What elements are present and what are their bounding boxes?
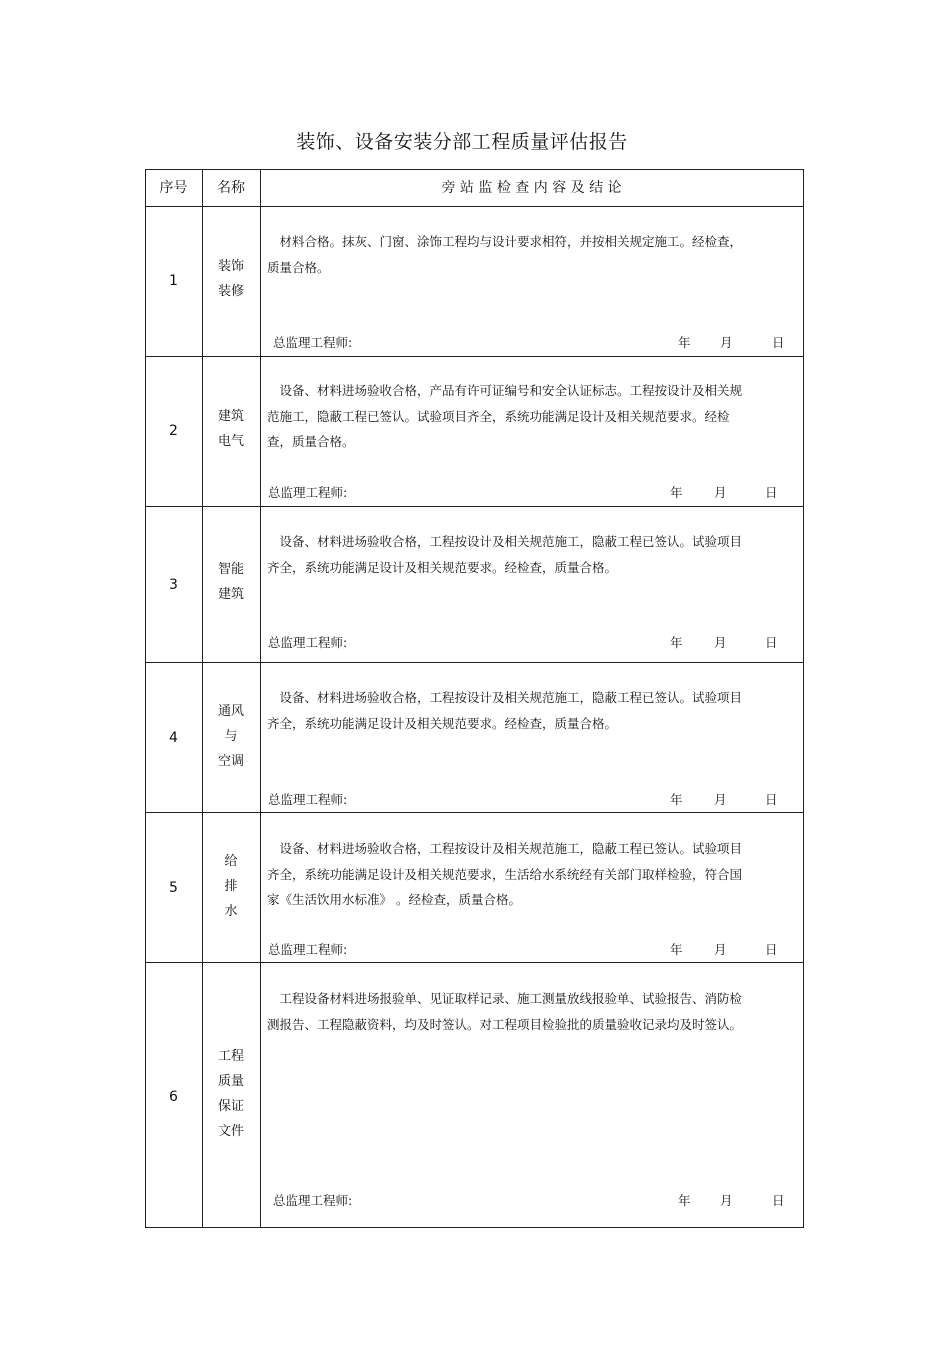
row-number: 6 (169, 1089, 178, 1105)
row-name-line: 装饰 (217, 259, 244, 274)
date-day: 日 (765, 635, 778, 650)
header-col-name: 名称 (217, 180, 245, 196)
row-name-line: 电气 (217, 434, 244, 449)
signature-label: 总监理工程师: (268, 635, 348, 650)
date-year: 年 (670, 792, 683, 807)
date-year: 年 (678, 335, 691, 350)
row-name (202, 557, 260, 607)
row-name-line: 建筑 (217, 587, 244, 602)
row-number: 4 (169, 730, 178, 746)
row-content (267, 986, 752, 1037)
row-name-line: 与 (224, 729, 238, 744)
row-number: 1 (169, 273, 178, 289)
row-name (202, 849, 260, 924)
row-name-line: 质量 (217, 1074, 244, 1089)
date-day: 日 (772, 1193, 785, 1208)
row-divider (145, 812, 804, 813)
row-name-line: 智能 (217, 562, 244, 577)
row-content (267, 836, 752, 913)
table-border-left (145, 169, 146, 1228)
row-content (267, 229, 752, 280)
signature-label: 总监理工程师: (268, 942, 348, 957)
signature-label: 总监理工程师: (268, 792, 348, 807)
row-name (202, 1044, 260, 1144)
row-content (267, 529, 752, 580)
row-content-text: 设备、材料进场验收合格，工程按设计及相关规范施工，隐蔽工程已签认。试验项目齐全，系统功能满足设计及相关规范要求。经检查，质量合格。 (267, 534, 743, 575)
date-year: 年 (670, 485, 683, 500)
row-name-line: 空调 (217, 754, 244, 769)
row-content-text: 设备、材料进场验收合格，工程按设计及相关规范施工，隐蔽工程已签认。试验项目齐全，系统功能满足设计及相关规范要求，生活给水系统经有关部门取样检验，符合国家《生活饮用水标准》 。经检查，质量合格。 (267, 841, 743, 907)
row-divider (145, 662, 804, 663)
date-month: 月 (720, 335, 733, 350)
row-content (267, 685, 752, 736)
row-number: 5 (169, 880, 178, 896)
row-divider (145, 206, 804, 207)
row-content-text: 设备、材料进场验收合格，产品有许可证编号和安全认证标志。工程按设计及相关规范施工，隐蔽工程已签认。试验项目齐全，系统功能满足设计及相关规范要求。经检查，质量合格。 (267, 383, 743, 449)
table-border-right (803, 169, 804, 1228)
signature-label: 总监理工程师: (273, 335, 353, 350)
row-divider (145, 356, 804, 357)
row-number: 2 (169, 423, 178, 439)
date-year: 年 (678, 1193, 691, 1208)
date-month: 月 (714, 485, 727, 500)
row-name-line: 文件 (217, 1124, 244, 1139)
row-name-line: 通风 (217, 704, 244, 719)
row-content-text: 设备、材料进场验收合格，工程按设计及相关规范施工，隐蔽工程已签认。试验项目齐全，系统功能满足设计及相关规范要求。经检查，质量合格。 (267, 690, 743, 731)
date-day: 日 (765, 485, 778, 500)
date-month: 月 (714, 635, 727, 650)
row-number: 3 (169, 577, 178, 593)
header-col-content: 旁 站 监 检 查 内 容 及 结 论 (441, 180, 622, 196)
date-month: 月 (714, 792, 727, 807)
row-name-line: 给 (224, 854, 238, 869)
row-name-line: 装修 (217, 284, 244, 299)
column-divider (260, 169, 261, 1228)
row-name (202, 699, 260, 774)
row-name (202, 254, 260, 304)
row-name-line: 建筑 (217, 409, 244, 424)
row-name-line: 排 (224, 879, 238, 894)
date-day: 日 (765, 792, 778, 807)
signature-label: 总监理工程师: (268, 485, 348, 500)
table-border-bottom (145, 1227, 804, 1228)
signature-label: 总监理工程师: (273, 1193, 353, 1208)
date-day: 日 (765, 942, 778, 957)
row-divider (145, 506, 804, 507)
date-month: 月 (714, 942, 727, 957)
row-name-line: 保证 (217, 1099, 244, 1114)
row-name-line: 工程 (217, 1049, 244, 1064)
row-content (267, 378, 752, 455)
row-name (202, 404, 260, 454)
date-day: 日 (772, 335, 785, 350)
row-content-text: 工程设备材料进场报验单、见证取样记录、施工测量放线报验单、试验报告、消防检测报告、工程隐蔽资料，均及时签认。对工程项目检验批的质量验收记录均及时签认。 (267, 991, 743, 1032)
row-divider (145, 962, 804, 963)
page-title: 装饰、设备安装分部工程质量评估报告 (296, 131, 628, 153)
row-name-line: 水 (224, 904, 238, 919)
date-month: 月 (720, 1193, 733, 1208)
row-content-text: 材料合格。抹灰、门窗、涂饰工程均与设计要求相符，并按相关规定施工。经检查，质量合格。 (267, 234, 743, 275)
date-year: 年 (670, 942, 683, 957)
date-year: 年 (670, 635, 683, 650)
header-col-num: 序号 (159, 180, 188, 196)
